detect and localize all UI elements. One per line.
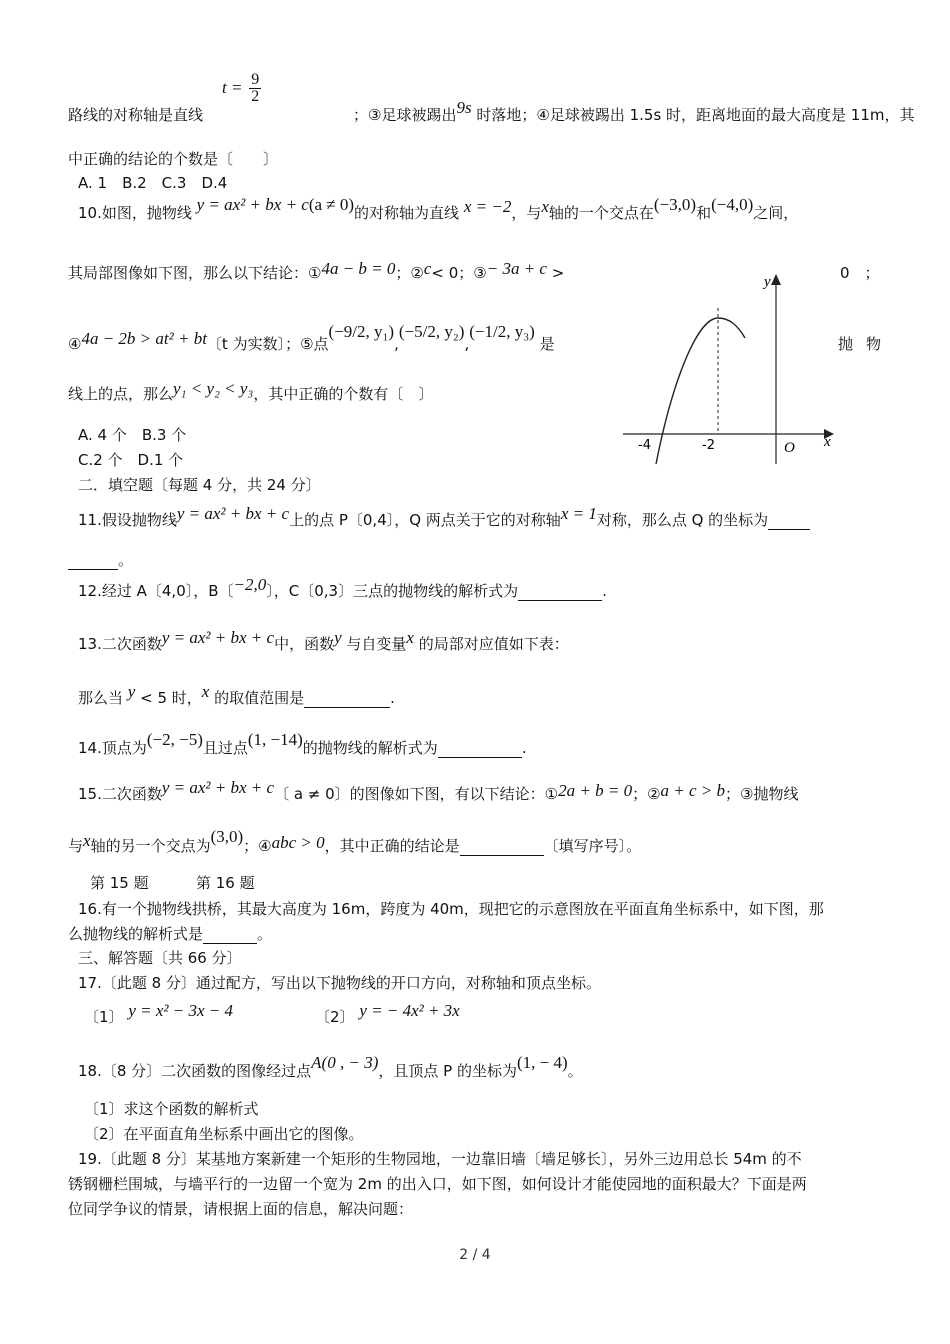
q12-answer-blank[interactable] — [518, 585, 602, 601]
q13-equation: y = ax² + bx + c — [161, 628, 275, 647]
q11-answer-blank-a[interactable] — [768, 514, 810, 530]
q13-line2: 那么当 y < 5 时，x 的取值范围是 . — [78, 682, 395, 707]
q10-point-b: (−5/2, y₂) — [398, 322, 465, 341]
q15-conclusion1: 2a + b = 0 — [558, 781, 633, 800]
q19-line2: 锈钢栅栏围城，与墙平行的一边留一个宽为 2m 的出入口，如下图，如何设计才能使园地的面积最大？下面是两 — [68, 1175, 807, 1193]
page-number: 2 / 4 — [459, 1247, 491, 1263]
section2-heading: 二．填空题〔每题 4 分，共 24 分〕 — [78, 476, 321, 494]
q10-axis: x = −2 — [463, 197, 512, 216]
q9-t-var: t = — [222, 78, 243, 97]
q18-sub1: 〔1〕求这个函数的解析式 — [84, 1100, 259, 1118]
q10-parabola-graph — [618, 268, 840, 468]
q17-equation1: y = x² − 3x − 4 — [128, 1001, 233, 1020]
q10-inequality: y₁ < y₂ < y₃ — [173, 379, 254, 398]
q9-options: A. 1 B.2 C.3 D.4 — [78, 174, 228, 192]
q18-point-a: A(0 , − 3) — [311, 1053, 379, 1072]
q15-answer-blank[interactable] — [460, 840, 544, 856]
q18-vertex: (1, − 4) — [516, 1053, 568, 1072]
q16-answer-blank[interactable] — [203, 928, 257, 944]
q9-line1: 路线的对称轴是直线 ；③足球被踢出9s 时落地；④足球被踢出 1.5s 时，距离地面的最大高度是 11m，其 — [68, 98, 915, 124]
q11-answer-blank-b[interactable] — [68, 554, 118, 570]
q17-text: 17.〔此题 8 分〕通过配方，写出以下抛物线的开口方向，对称轴和顶点坐标。 — [78, 974, 601, 992]
q10-line1: 10.如图，抛物线 y = ax² + bx + c(a ≠ 0)的对称轴为直线 x = −2，与x轴的一个交点在(−3,0)和(−4,0)之间， — [78, 195, 799, 222]
q9-t-fraction: $\frac{9}{2}$ — [251, 71, 260, 105]
q11-equation: y = ax² + bx + c — [176, 504, 290, 523]
q10-conclusion1: 4a − b = 0 — [321, 259, 396, 278]
q10-options-ab: A. 4 个 B.3 个 — [78, 426, 187, 444]
q10-conclusion4: 4a − 2b > at² + bt — [81, 329, 207, 348]
q10-conclusion3: − 3a + c — [486, 259, 547, 278]
q15-point: (3,0) — [210, 827, 244, 846]
q11-line1: 11.假设抛物线y = ax² + bx + c上的点 P〔0,4〕，Q 两点关于它的对称轴x = 1对称，那么点 Q 的坐标为 — [78, 510, 810, 530]
q9-nine-s: 9s — [456, 98, 472, 117]
q10-point-c: (−1/2, y₃) — [469, 322, 535, 341]
x-axis-label: x — [824, 434, 831, 450]
q17-equation2: y = − 4x² + 3x — [359, 1001, 460, 1020]
y-axis-label: y — [764, 274, 771, 290]
q9-line2: 中正确的结论的个数是〔 〕 — [68, 150, 279, 168]
q11-line2: 。 — [68, 550, 133, 570]
q10-point1: (−3,0) — [653, 195, 697, 214]
q14-point: (1, −14) — [247, 730, 303, 749]
q11-axis: x = 1 — [560, 504, 597, 523]
q19-line3: 位同学争议的情景，请根据上面的信息，解决问题： — [68, 1200, 414, 1218]
origin-label: O — [784, 440, 795, 456]
q10-point-a: (−9/2, y₁) — [328, 322, 395, 341]
q18-sub2: 〔2〕在平面直角坐标系中画出它的图像。 — [84, 1125, 364, 1143]
caption-fig15: 第 15 题 — [90, 874, 149, 892]
q10-options-cd: C.2 个 D.1 个 — [78, 451, 184, 469]
q9-t-formula — [222, 72, 263, 105]
q12-line: 12.经过 A〔4,0〕，B〔−2,0〕，C〔0,3〕三点的抛物线的解析式为 . — [78, 575, 607, 600]
q18-line: 18.〔8 分〕二次函数的图像经过点A(0 , − 3)，且顶点 P 的坐标为(1, − 4)。 — [78, 1053, 583, 1080]
q16-line1: 16.有一个抛物线拱桥，其最大高度为 16m，跨度为 40m，现把它的示意图放在平面直角坐标系中，如下图，那 — [78, 900, 824, 918]
q12-b-coord: −2,0 — [233, 575, 267, 594]
parabola-curve — [656, 318, 745, 464]
q16-line2: 么抛物线的解析式是 。 — [68, 925, 273, 943]
q13-answer-blank[interactable] — [304, 692, 390, 708]
q17-part2: 〔2〕 y = − 4x² + 3x — [315, 1001, 460, 1026]
q19-line1: 19.〔此题 8 分〕某基地方案新建一个矩形的生物园地，一边靠旧墙〔墙足够长〕，另外三边用总长 54m 的不 — [78, 1150, 802, 1168]
q15-line1: 15.二次函数y = ax² + bx + c〔 a ≠ 0〕的图像如下图，有以下结论：①2a + b = 0；②a + c > b；③抛物线 — [78, 778, 799, 803]
q15-equation: y = ax² + bx + c — [161, 778, 275, 797]
q17-part1: 〔1〕 y = x² − 3x − 4 — [84, 1001, 233, 1026]
q14-line: 14.顶点为(−2, −5)且过点(1, −14)的抛物线的解析式为 . — [78, 730, 527, 757]
q10-line3: ④4a − 2b > at² + bt〔t 为实数〕；⑤点(−9/2, y₁),(−5/2, y₂),(−1/2, y₃) 是 抛 物 — [68, 322, 882, 353]
q15-line2: 与x轴的另一个交点为(3,0)；④abc > 0，其中正确的结论是 〔填写序号〕。 — [68, 827, 642, 855]
tick-label-neg2: -2 — [702, 438, 715, 453]
q10-condition: (a ≠ 0) — [308, 195, 355, 214]
y-axis-arrow — [771, 274, 781, 285]
caption-fig16: 第 16 题 — [196, 874, 255, 892]
q10-line2: 其局部图像如下图，那么以下结论：①4a − b = 0；②c< 0；③− 3a + c > 0 ； — [68, 259, 880, 282]
q10-point2: (−4,0) — [711, 195, 754, 214]
q15-conclusion4: abc > 0 — [271, 833, 325, 852]
q15-conclusion2: a + c > b — [660, 781, 726, 800]
tick-label-neg4: -4 — [638, 438, 651, 453]
q13-line1: 13.二次函数y = ax² + bx + c中，函数y 与自变量x 的局部对应值如下表： — [78, 628, 569, 653]
q10-equation: y = ax² + bx + c — [196, 195, 309, 214]
q14-answer-blank[interactable] — [438, 742, 522, 758]
q10-line4: 线上的点，那么y₁ < y₂ < y₃，其中正确的个数有〔 〕 — [68, 379, 434, 403]
section3-heading: 三、解答题〔共 66 分〕 — [78, 949, 242, 967]
q14-vertex: (−2, −5) — [146, 730, 203, 749]
